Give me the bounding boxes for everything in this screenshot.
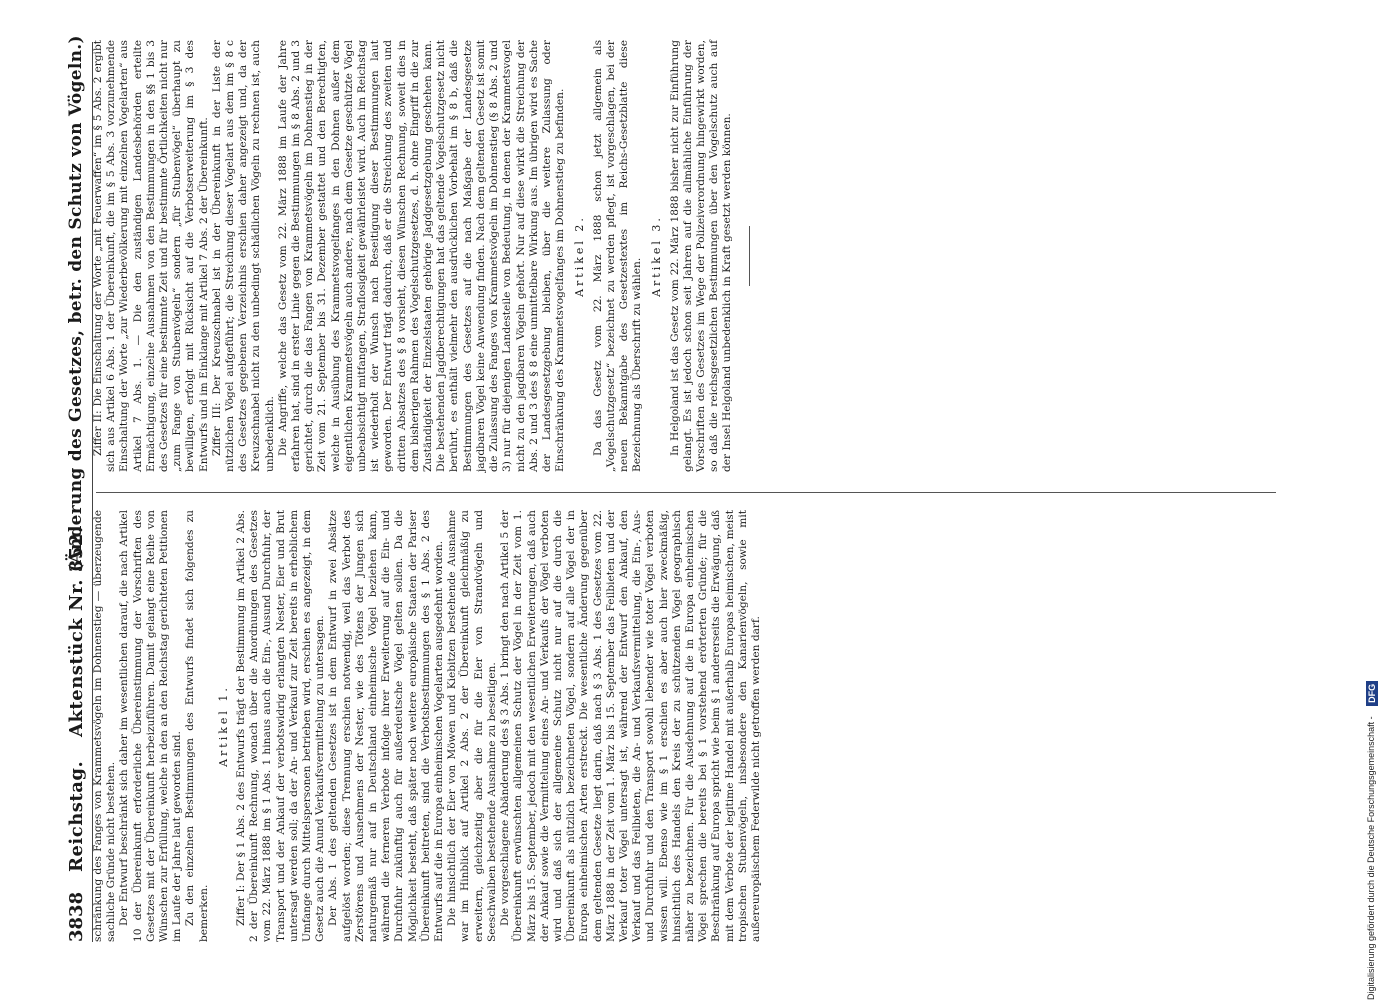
paragraph: Der Abs. 1 des geltenden Gesetzes ist in dem Entwurf in zwei Absätze aufgelöst worden; diese Trennung erschien notwendig, weil das Verbot des Zerstörens und Ausnehmens der Nester, wie des Tötens der Jungen sich naturgemäß nur auf in Deutschland einheimische Vögel beziehen kann, während die ferneren Verbote infolge ihrer Erweiterung auf die Ein- und Durchfuhr zukünftig auch für außerdeutsche Vögel gelten sollen. Da die Möglichkeit besteht, daß später noch weitere europäische Staaten der Pariser Übereinkunft beitreten, sind die Verbotsbestimmungen des § 1 Abs. 2 des Entwurfs auf die in Europa einheimischen Vogelarten ausgedehnt worden. — [327, 510, 446, 942]
paragraph: Der Entwurf beschränkt sich daher im wesentlichen darauf, die nach Artikel 10 der Übereinkunft erforderliche Übereinstimmung der Vorschriften des Gesetzes mit der Übereinkunft herbeizuführen. Damit gelangt eine Reihe von Wünschen zur Erfüllung, welche in den an den Reichstag gerichteten Petitionen im Laufe der Jahre laut geworden sind. — [118, 510, 184, 942]
left-text-column — [92, 510, 763, 942]
right-text-column — [92, 40, 750, 472]
article-heading: Artikel 2. — [573, 215, 587, 297]
institution-name: Reichstag. — [66, 760, 87, 872]
paragraph: Die vorgeschlagene Abänderung des § 3 Abs. 1 bringt den nach Artikel 5 der Übereinkunft erwünschten allgemeinen Schutz der Vögel in der Zeit vom 1. März bis 15. September, jedoch mit den wesentlichen Erweiterungen, daß auch der Ankauf sowie die Vermittelung eines An- und Verkaufs der Vögel verboten wird und daß sich der allgemeine Schutz nicht nur auf die durch die Übereinkunft als nützlich bezeichneten Vögel, sondern auf alle Vögel der in Europa einheimischen Arten erstreckt. Die wesentliche Änderung gegenüber dem geltenden Gesetze liegt darin, daß nach § 3 Abs. 1 des Gesetzes vom 22. März 1888 in der Zeit vom 1. März bis 15. September das Feilbieten und der Verkauf toter Vögel untersagt ist, während der Entwurf den Ankauf, den Verkauf und das Feilbieten, die An- und Verkaufsvermittelung, die Ein-, Aus- und Durchfuhr und den Transport sowohl lebender wie toter Vögel verboten wissen will. Ebenso wie im § 1 erschien es aber auch hier zweckmäßig, hinsichtlich des Handels den Kreis der zu schützenden Vögel geographisch näher zu bezeichnen. Für die Ausdehnung auf die in Europa einheimischen Vögel sprechen die bereits bei § 1 vorstehend erörterten Gründe; für die Beschränkung auf Europa spricht wie beim § 1 andererseits die Erwägung, daß mit dem Verbote der legitime Handel mit außerhalb Europas heimischen, meist tropischen Stubenvögeln, insbesondere den Kanarienvögeln, sowie mit außereuropäischem Federwilde nicht getroffen werden darf. — [499, 510, 762, 942]
paragraph: Die Angriffe, welche das Gesetz vom 22. März 1888 im Laufe der Jahre erfahren hat, sind in erster Linie gegen die Bestimmungen im § 8 Abs. 2 und 3 gerichtet, durch die das Fangen von Krammetsvögeln im Dohnenstieg in der Zeit vom 21. September bis 31. Dezember gestattet und den Berechtigten, welche in Ausübung des Krammetsvogelfanges in den Dohnen außer dem eigentlichen Krammetsvögeln auch andere, nach dem Gesetze geschützte Vögel unbeabsichtigt mitfangen, Straflosigkeit gewährleistet wird. Auch im Reichstag ist wiederholt der Wunsch nach Beseitigung dieser Bestimmungen laut geworden. Der Entwurf trägt dadurch, daß er die Streichung des zweiten und dritten Absatzes des § 8 vorsieht, diesen Wünschen Rechnung, soweit dies in dem bisherigen Rahmen des Vogelschutzgesetzes, d. h. ohne Eingriff in die zur Zuständigkeit der Einzelstaaten gehörige Jagdgesetzgebung geschehen kann. Die bestehenden Jagdberechtigungen hat das geltende Vogelschutzgesetz nicht berührt, es enthält vielmehr den ausdrücklichen Vorbehalt im § 8 b, daß die Bestimmungen des Gesetzes auf die nach Maßgabe der Landesgesetze jagdbaren Vögel keine Anwendung finden. Nach dem geltenden Gesetz ist somit die Zulassung des Fanges von Krammetsvögeln im Dohnenstieg (§ 8 Abs. 2 und 3) nur für diejenigen Landesteile von Bedeutung, in denen der Krammetsvogel nicht zu den jagdbaren Vögeln gehört. Nur auf diese wirkt die Streichung der Abs. 2 und 3 des § 8 eine unmittelbare Wirkung aus. Im übrigen wird es Sache der Landesgesetzgebung bleiben, über die weitere Zulassung oder Einschränkung des Krammetsvogelfanges im Dohnenstieg zu befinden. — [276, 40, 567, 472]
paragraph: In Helgoland ist das Gesetz vom 22. März 1888 bisher nicht zur Einführung gelangt. Es ist jedoch schon seit Jahren auf die allmähliche Einführung der Vorschriften des Gesetzes im Wege der Polizeiverordnung hingewirkt worden, so daß die reichsgesetzlichen Bestimmungen über den Vogelschutz auch auf der Insel Helgoland unbedenklich in Kraft gesetzt werden können. — [668, 40, 734, 472]
column-divider — [96, 492, 1276, 493]
end-rule — [749, 226, 750, 286]
paragraph: schränkung des Fanges von Krammetsvögeln im Dohnenstieg — überzeugende sachliche Gründe nicht bestehen. — [92, 510, 118, 942]
funding-credit: Digitalisierung gefördert durch die Deutsche Forschungsgemeinschaft - — [1366, 716, 1376, 1000]
document-number: Aktenstück Nr. 352. — [66, 526, 87, 737]
article-heading: Artikel 1. — [216, 685, 230, 767]
article-heading: Artikel 3. — [650, 215, 664, 297]
dfg-logo: DFG — [1366, 681, 1378, 706]
page-header — [62, 35, 93, 942]
paragraph: Ziffer III: Der Kreuzschnabel ist in der Übereinkunft in der Liste der nützlichen Vögel aufgeführt; die Streichung dieser Vogelart aus dem im § 8 c des Gesetzes gegebenen Verzeichnis erschien daher angezeigt und, da der Kreuzschnabel nicht zu den unbedingt schädlichen Vögeln zu rechnen ist, auch unbedenklich. — [210, 40, 276, 472]
page-number: 3838 — [66, 891, 87, 942]
paragraph: Ziffer II: Die Einschaltung der Worte „mit Feuerwaffen“ im § 5 Abs. 2 ergibt sich aus Artikel 6 Abs. 1 der Übereinkunft, die im § 5 Abs. 3 vorzunehmende Einschaltung der Worte „zur Wiederbevölkerung mit einzelnen Vogelarten“ aus Artikel 7 Abs. 1. — Die den zuständigen Landesbehörden erteilte Ermächtigung, einzelne Ausnahmen von den Bestimmungen in den §§ 1 bis 3 des Gesetzes für eine bestimmte Zeit und für bestimmte Örtlichkeiten nicht nur „zum Fange von Stubenvögeln“ sondern „für Stubenvögel“ überhaupt zu bewilligen, erfolgt mit Rücksicht auf die Verbotserweiterung im § 3 des Entwurfs und im Einklange mit Artikel 7 Abs. 2 der Übereinkunft. — [92, 40, 210, 472]
digitization-note — [1362, 0, 1380, 1000]
page-title: (Änderung des Gesetzes, betr. den Schutz von Vögeln.) — [66, 35, 86, 572]
paragraph: Die hinsichtlich der Eier von Möwen und Kiebitzen bestehende Ausnahme war im Hinblick auf Artikel 2 Abs. 2 der Übereinkunft gleichmäßig zu erweitern, gleichzeitig aber die für die Eier von Strandvögeln und Seeschwalben bestehende Ausnahme zu beseitigen. — [446, 510, 498, 942]
paragraph: Da das Gesetz vom 22. März 1888 schon jetzt allgemein als „Vogelschutzgesetz“ bezeichnet zu werden pflegt, ist vorgeschlagen, bei der neuen Bekanntgabe des Gesetzestextes im Reichs-Gesetzblatte diese Bezeichnung als Überschrift zu wählen. — [591, 40, 644, 472]
paragraph: Ziffer I: Der § 1 Abs. 2 des Entwurfs trägt der Bestimmung im Artikel 2 Abs. 2 der Übereinkunft Rechnung, wonach über die Anordnungen des Gesetzes vom 22. März 1888 im § 1 Abs. 1 hinaus auch die Ein-, Ausund Durchfuhr, der Transport und der Ankauf der verbotswidrig erlangten Nester, Eier und Brut untersagt werden soll; da der An- und Verkauf zur Zeit bereits in erheblichem Umfange durch Mittelspersonen betrieben wird, erschien es angezeigt, in dem Gesetz auch die Anund Verkaufsvermittelung zu untersagen. — [235, 510, 327, 942]
paragraph: Zu den einzelnen Bestimmungen des Entwurfs findet sich folgendes zu bemerken. — [184, 510, 210, 942]
